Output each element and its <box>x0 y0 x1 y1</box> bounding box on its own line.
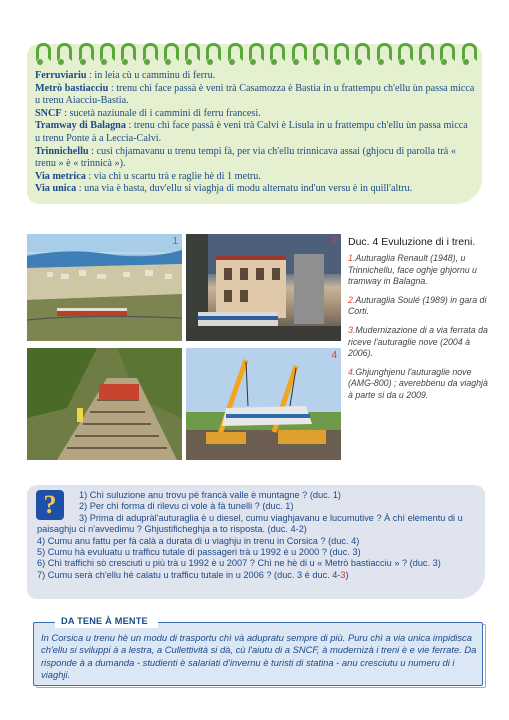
caption-text: Auturaglia Soulé (1989) in gara di Corti. <box>348 294 487 317</box>
photo-number: 4 <box>331 350 337 361</box>
ring-icon <box>57 43 68 65</box>
glossary-term: Ferruviariu <box>35 70 87 81</box>
ring-icon <box>164 43 175 65</box>
caption-item <box>348 325 488 360</box>
glossary-definition: : via chì u scartu trà e raglie hè di 1 metru. <box>85 170 261 182</box>
questions-list <box>37 490 477 581</box>
glossary-term: Tramway di Balagna <box>35 120 126 132</box>
ring-icon <box>334 43 345 65</box>
caption-item <box>348 295 488 318</box>
ring-icon <box>398 43 409 65</box>
caption-title: Duc. 4 Evuluzione di i treni. <box>348 236 476 248</box>
question-text: 7) Cumu serà ch'ellu hè calatu u trafficu tutale in u 2006 ? (duc. 3 è duc. 4- <box>37 569 341 580</box>
glossary-term: Trinnichellu <box>35 145 89 157</box>
glossary-definition: : cusì chjamavanu u trenu tempi fà, per via ch'ellu trinnicava assai (ghjocu di parolla trà « trenu » è « trinnicà »). <box>35 145 456 170</box>
spiral-binding <box>27 40 482 68</box>
glossary-definition: : in leia cù u camminu di ferru. <box>86 70 216 81</box>
question-item <box>37 570 477 581</box>
photo-coastal-train <box>27 234 182 341</box>
glossary-term: Via unica <box>35 183 77 195</box>
caption-text: Mudernizazione di a via ferrata da riceve l'auturaglie nove (2004 à 2006). <box>348 324 488 359</box>
ring-icon <box>313 43 324 65</box>
ring-icon <box>249 43 260 65</box>
question-item: 1) Chì suluzione anu trovu pè francà valle è muntagne ? (duc. 1) <box>79 490 341 500</box>
caption-item <box>348 253 488 288</box>
glossary-list <box>35 70 475 196</box>
glossary-definition: : trenu chì face passà è veni trà Calvi è Lisula in u frattempu ch'ellu ùn passa micca u trenu Ponte à a Leccia-Calvi. <box>35 120 468 144</box>
caption-number: 4. <box>348 366 356 377</box>
ring-icon <box>228 43 239 65</box>
question-item: 4) Cumu anu fattu per fà calà a durata di u viaghju in trenu in Corsica ? (duc. 4) <box>37 535 360 546</box>
caption-item <box>348 367 488 402</box>
glossary-entry <box>35 146 475 171</box>
photo-number: 1 <box>172 236 178 247</box>
ring-icon <box>100 43 111 65</box>
photo-crane-unloading-art <box>186 348 341 460</box>
ring-icon <box>143 43 154 65</box>
caption-number: 3. <box>348 324 356 335</box>
photo-crane-unloading <box>186 348 341 460</box>
document-caption <box>348 236 488 409</box>
ring-icon <box>270 43 281 65</box>
question-text-end: ) <box>345 569 349 580</box>
photo-station-corti <box>186 234 341 341</box>
caption-text: Ghjunghjenu l'auturaglie nove (AMG-800) ; averebbenu da viaghjà à parte si da u 2009. <box>348 366 488 400</box>
keep-in-mind-text: In Corsica u trenu hè un modu di trasportu chì và adupratu sempre di più. Puru chì a via unica impidisca ch'ellu si sviluppi à a lestra, a Cullettività si dà, cù l'aiutu di a SNCF, à mudernizà i treni è e vie ferrate. Da risponde à a dumanda - studienti è salariati d'invernu è turisti di statina - anu cresciutu u numeru di i viaghji. <box>41 632 477 680</box>
photo-number: 2 <box>331 236 337 247</box>
keep-in-mind-label: DA TENE À MENTE <box>55 614 158 628</box>
glossary-term: Via metrica <box>35 170 86 182</box>
question-item: 2) Per chì forma di rilevu ci vole à fà tunelli ? (duc. 1) <box>79 501 294 512</box>
glossary-entry <box>35 108 475 121</box>
ring-icon <box>462 43 473 65</box>
glossary-term: SNCF <box>35 107 62 119</box>
glossary-definition: : sucetà naziunale di i cammini di ferru francesi. <box>61 107 261 119</box>
photo-track-works-art <box>27 348 182 460</box>
caption-text: Auturaglia Renault (1948), u Trinnichellu, face oghje ghjornu u tramway in Balagna. <box>348 253 477 287</box>
ring-icon <box>377 43 388 65</box>
ring-icon <box>355 43 366 65</box>
glossary-entry <box>35 183 475 196</box>
photo-track-works <box>27 348 182 460</box>
question-mark-icon: ? <box>36 490 64 520</box>
caption-number: 1. <box>348 253 356 263</box>
glossary-entry <box>35 83 475 108</box>
photo-coastal-train-art <box>27 234 182 341</box>
ring-icon <box>36 43 47 65</box>
ring-icon <box>440 43 451 65</box>
ring-icon <box>292 43 303 65</box>
ring-icon <box>79 43 90 65</box>
glossary-definition: : una via è basta, duv'ellu si viaghja di modu alternatu ind'un versu è in quill'altru. <box>76 183 413 195</box>
ring-icon <box>121 43 132 65</box>
glossary-definition: : trenu chì face passà è veni trà Casamozza è Bastia in u frattempu ch'ellu ùn passa micca u trenu Aiacciu-Bastia. <box>35 82 475 107</box>
ring-icon <box>206 43 217 65</box>
ring-icon <box>185 43 196 65</box>
question-item: 5) Cumu hà evuluatu u trafficu tutale di passageri trà u 1992 è u 2000 ? (duc. 3) <box>37 547 361 558</box>
question-doc-ref: 3 <box>340 569 346 580</box>
photo-station-corti-art <box>186 234 341 341</box>
glossary-term: Metrò bastiacciu <box>35 82 109 94</box>
glossary-entry <box>35 70 475 83</box>
caption-number: 2. <box>348 294 356 305</box>
glossary-entry <box>35 120 475 145</box>
ring-icon <box>419 43 430 65</box>
question-item: 6) Chì traffichi sò cresciuti u più trà u 1992 è u 2007 ? Chì ne hè di u « Metrò bastiacciu » ? (duc. 3) <box>37 558 441 569</box>
glossary-entry <box>35 171 475 184</box>
question-item: 3) Prima di adupràl'auturaglia è u diesel, cumu viaghjavanu e lucumutive ? À chì elementu di u paisaghju ci n'avvedimu ? Ghjustificheghja a to risposta. (duc. 4-2) <box>37 512 463 535</box>
